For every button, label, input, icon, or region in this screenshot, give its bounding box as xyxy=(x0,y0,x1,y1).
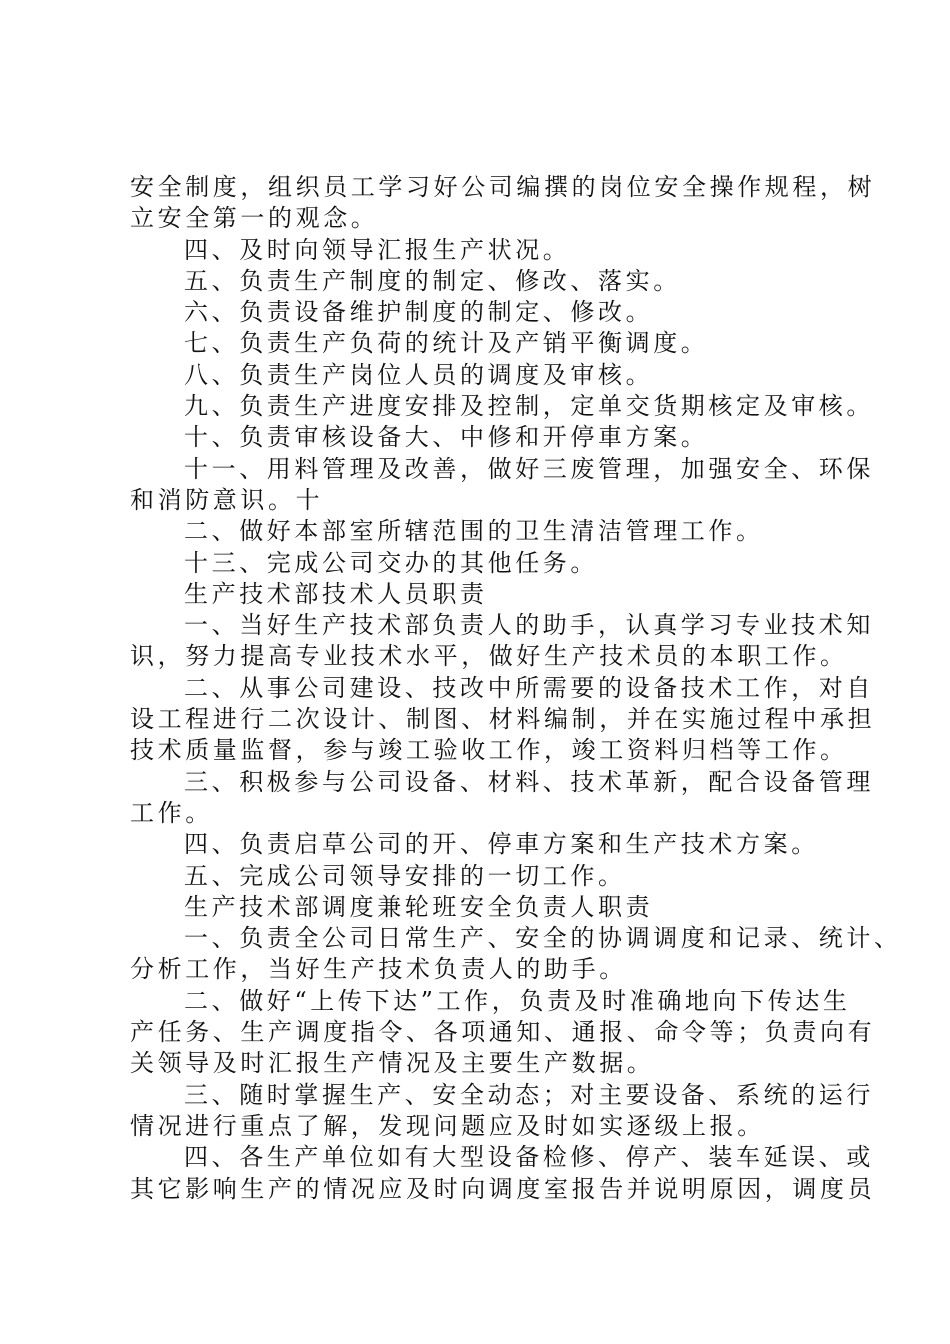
text-line: 三、随时掌握生产、安全动态；对主要设备、系统的运行 xyxy=(184,1080,874,1109)
text-line: 一、负责全公司日常生产、安全的协调调度和记录、统计、 xyxy=(184,924,902,953)
text-line: 六、负责设备维护制度的制定、修改。 xyxy=(184,298,654,327)
text-line: 立安全第一的观念。 xyxy=(130,204,379,233)
text-line: 生产技术部技术人员职责 xyxy=(184,579,488,608)
text-line: 四、负责启草公司的开、停車方案和生产技术方案。 xyxy=(184,830,819,859)
text-line: 三、积极参与公司设备、材料、技术革新，配合设备管理 xyxy=(184,767,874,796)
text-line: 十、负责审核设备大、中修和开停車方案。 xyxy=(184,423,709,452)
text-line: 七、负责生产负荷的统计及产销平衡调度。 xyxy=(184,329,709,358)
text-line: 二、做好本部室所辖范围的卫生清洁管理工作。 xyxy=(184,517,764,546)
text-line: 四、及时向领导汇报生产状况。 xyxy=(184,235,571,264)
text-line: 二、从事公司建设、技改中所需要的设备技术工作，对自 xyxy=(184,673,874,702)
text-line: 四、各生产单位如有大型设备检修、停产、装车延误、或 xyxy=(184,1143,874,1172)
text-line: 情况进行重点了解，发现问题应及时如实逐级上报。 xyxy=(130,1111,765,1140)
text-line: 技术质量监督，参与竣工验收工作，竣工资料归档等工作。 xyxy=(130,736,848,765)
text-line: 分析工作，当好生产技术负责人的助手。 xyxy=(130,955,627,984)
text-line: 十三、完成公司交办的其他任务。 xyxy=(184,548,598,577)
text-line: 五、负责生产制度的制定、修改、落实。 xyxy=(184,266,681,295)
text-line: 产任务、生产调度指令、各项通知、通报、命令等；负责向有 xyxy=(130,1018,876,1047)
text-line: 识，努力提高专业技术水平，做好生产技术员的本职工作。 xyxy=(130,642,848,671)
text-line: 五、完成公司领导安排的一切工作。 xyxy=(184,861,626,890)
text-line: 一、当好生产技术部负责人的助手，认真学习专业技术知 xyxy=(184,611,874,640)
text-line: 工作。 xyxy=(130,798,213,827)
text-line: 关领导及时汇报生产情况及主要生产数据。 xyxy=(130,1049,655,1078)
text-line: 二、做好“上传下达”工作，负责及时准确地向下传达生 xyxy=(184,986,851,1015)
text-line: 十一、用料管理及改善，做好三废管理，加强安全、环保 xyxy=(184,454,874,483)
text-line: 其它影响生产的情况应及时向调度室报告并说明原因，调度员 xyxy=(130,1174,876,1203)
text-line: 九、负责生产进度安排及控制，定单交货期核定及审核。 xyxy=(184,392,874,421)
text-line: 八、负责生产岗位人员的调度及审核。 xyxy=(184,360,654,389)
text-line: 和消防意识。十 xyxy=(130,485,324,514)
text-line: 安全制度，组织员工学习好公司编撰的岗位安全操作规程，树 xyxy=(130,173,876,201)
document-body xyxy=(130,172,902,1205)
text-line: 生产技术部调度兼轮班安全负责人职责 xyxy=(184,892,654,921)
text-line: 设工程进行二次设计、制图、材料编制，并在实施过程中承担 xyxy=(130,705,876,734)
